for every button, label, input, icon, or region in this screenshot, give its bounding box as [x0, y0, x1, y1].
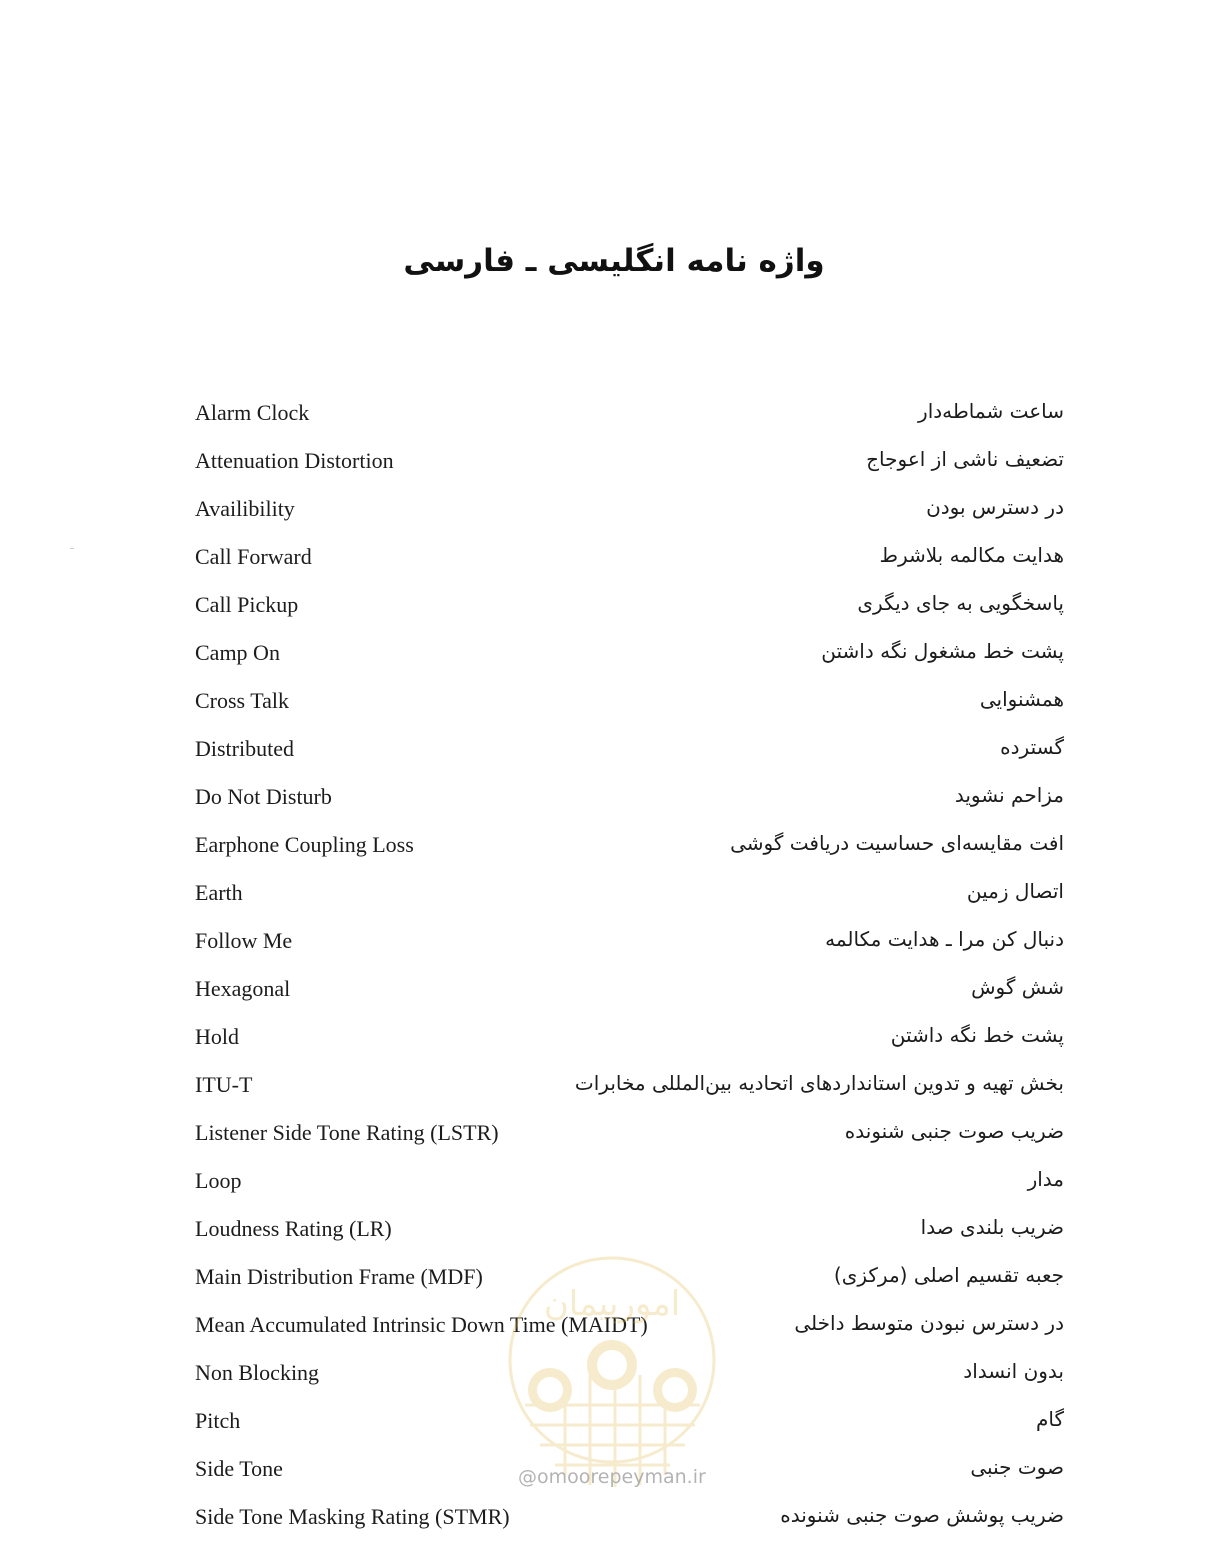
persian-term: افت مقایسه‌ای حساسیت دریافت گوشی: [730, 831, 1064, 855]
glossary-list: [0, 391, 1228, 1543]
persian-term: در دسترس بودن: [926, 495, 1064, 519]
watermark-url: @omoorepeyman.ir: [518, 1466, 706, 1488]
glossary-entry: [0, 727, 1228, 775]
persian-term: ضریب پوشش صوت جنبی شنونده: [780, 1503, 1064, 1527]
english-term: Side Tone: [195, 1456, 283, 1481]
persian-term: جعبه تقسیم اصلی (مرکزی): [833, 1263, 1064, 1287]
persian-term: شش گوش: [971, 975, 1064, 999]
english-term: Listener Side Tone Rating (LSTR): [195, 1120, 499, 1145]
english-term: Cross Talk: [195, 688, 290, 713]
glossary-entry: [0, 487, 1228, 535]
english-term: Earth: [195, 880, 243, 905]
english-term: Earphone Coupling Loss: [195, 832, 414, 857]
persian-term: ساعت شماطه‌دار: [918, 399, 1064, 423]
english-term: Loop: [195, 1168, 242, 1193]
persian-term: هدایت مکالمه بلاشرط: [879, 543, 1064, 567]
glossary-entry: [0, 1351, 1228, 1399]
persian-term: پشت خط مشغول نگه داشتن: [821, 639, 1064, 663]
english-term: Call Pickup: [195, 592, 299, 617]
persian-term: گسترده: [1000, 735, 1064, 759]
english-term: Follow Me: [195, 928, 293, 953]
persian-term: ضریب بلندی صدا: [920, 1215, 1064, 1239]
english-term: ITU-T: [195, 1072, 253, 1097]
english-term: Pitch: [195, 1408, 241, 1433]
glossary-entry: [0, 391, 1228, 439]
glossary-entry: [0, 439, 1228, 487]
persian-term: همشنوایی: [979, 687, 1064, 711]
glossary-entry: [0, 1399, 1228, 1447]
english-term: Side Tone Masking Rating (STMR): [195, 1504, 510, 1529]
english-term: Hexagonal: [195, 976, 291, 1001]
persian-term: تضعیف ناشی از اعوجاج: [866, 447, 1064, 471]
glossary-entry: [0, 1111, 1228, 1159]
persian-term: مزاحم نشوید: [954, 783, 1064, 807]
persian-term: گام: [1036, 1407, 1064, 1431]
glossary-entry: [0, 1015, 1228, 1063]
page-title: واژه نامه انگلیسی ـ فارسی: [403, 243, 825, 279]
glossary-entry: [0, 919, 1228, 967]
english-term: Non Blocking: [195, 1360, 320, 1385]
glossary-entry: [0, 823, 1228, 871]
glossary-entry: [0, 1063, 1228, 1111]
english-term: Alarm Clock: [195, 400, 310, 425]
english-term: Distributed: [195, 736, 294, 761]
persian-term: پشت خط نگه داشتن: [890, 1023, 1064, 1047]
english-term: Main Distribution Frame (MDF): [195, 1264, 483, 1289]
english-term: Hold: [195, 1024, 239, 1049]
english-term: Availibility: [195, 496, 295, 521]
english-term: Camp On: [195, 640, 280, 665]
english-term: Call Forward: [195, 544, 312, 569]
persian-term: بخش تهیه و تدوین استانداردهای اتحادیه بین‌المللی مخابرات: [574, 1071, 1064, 1095]
glossary-entry: [0, 871, 1228, 919]
glossary-entry: [0, 583, 1228, 631]
glossary-entry: [0, 1159, 1228, 1207]
english-term: Loudness Rating (LR): [195, 1216, 392, 1241]
glossary-entry: [0, 679, 1228, 727]
glossary-entry: [0, 535, 1228, 583]
glossary-entry: [0, 1207, 1228, 1255]
english-term: Attenuation Distortion: [195, 448, 394, 473]
glossary-entry: [0, 631, 1228, 679]
glossary-entry: [0, 967, 1228, 1015]
persian-term: در دسترس نبودن متوسط داخلی: [794, 1311, 1064, 1335]
persian-term: بدون انسداد: [963, 1359, 1064, 1383]
glossary-entry: [0, 1495, 1228, 1543]
glossary-entry: [0, 775, 1228, 823]
english-term: Do Not Disturb: [195, 784, 332, 809]
persian-term: دنبال کن مرا ـ هدایت مکالمه: [825, 927, 1064, 951]
persian-term: صوت جنبی: [970, 1455, 1064, 1479]
scan-artifact: [70, 548, 74, 549]
persian-term: اتصال زمین: [966, 879, 1064, 903]
persian-term: مدار: [1027, 1167, 1064, 1191]
english-term: Mean Accumulated Intrinsic Down Time (MAIDT): [195, 1312, 648, 1337]
glossary-entry: [0, 1303, 1228, 1351]
persian-term: پاسخگویی به جای دیگری: [857, 591, 1064, 615]
watermark-logo-text: امورپیمان: [543, 1284, 681, 1324]
persian-term: ضریب صوت جنبی شنونده: [844, 1119, 1064, 1143]
glossary-entry: [0, 1255, 1228, 1303]
